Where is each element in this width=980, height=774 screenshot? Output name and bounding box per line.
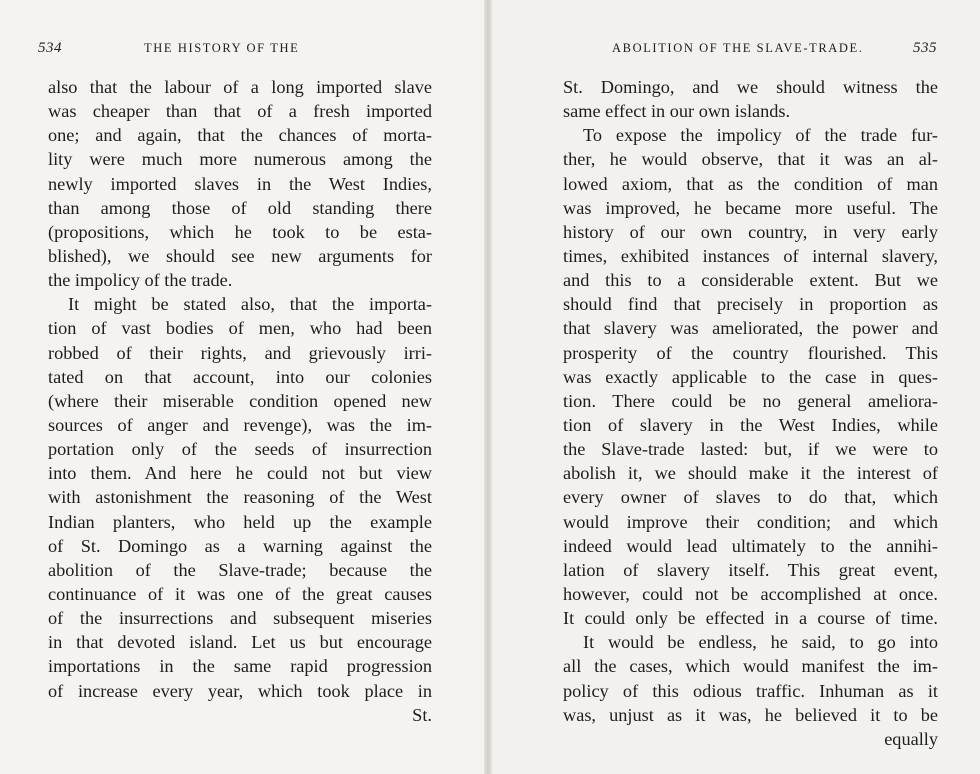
text-line: however, could not be accomplished at once.: [563, 583, 938, 604]
left-running-header: [38, 38, 438, 58]
text-line: with astonishment the reasoning of the West: [48, 487, 432, 508]
text-line: also that the labour of a long imported slave: [48, 77, 432, 97]
text-line: sources of anger and revenge), was the im-: [48, 414, 432, 435]
text-line: portation only of the seeds of insurrection: [48, 439, 432, 460]
text-line: every owner of slaves to do that, which: [563, 487, 938, 508]
text-line: prosperity of the country flourished. This: [563, 342, 938, 363]
right-running-header: [612, 38, 937, 58]
text-line: lowed axiom, that as the condition of man: [563, 173, 938, 194]
text-line: ther, he would observe, that it was an al-: [563, 149, 938, 170]
text-line: tion of vast bodies of men, who had been: [48, 318, 432, 339]
text-line: times, exhibited instances of internal slavery,: [563, 245, 938, 266]
text-line: It could only be effected in a course of time.: [563, 608, 938, 629]
text-line: was improved, he became more useful. The: [563, 197, 938, 218]
text-line: was, unjust as it was, he believed it to be: [563, 704, 938, 725]
text-line: (propositions, which he took to be esta-: [48, 221, 432, 242]
text-line: continuance of it was one of the great causes: [48, 583, 432, 604]
text-line: lation of slavery itself. This great event,: [563, 559, 938, 580]
text-line: was cheaper than that of a fresh imported: [48, 101, 432, 122]
text-line: To expose the impolicy of the trade fur-: [583, 125, 938, 146]
text-line: tated on that account, into our colonies: [48, 366, 432, 387]
text-line: than among those of old standing there: [48, 197, 432, 218]
text-line: robbed of their rights, and grievously irri-: [48, 342, 432, 363]
book-gutter: [484, 0, 492, 774]
text-line: policy of this odious traffic. Inhuman as it: [563, 680, 938, 701]
text-line: blished), we should see new arguments for: [48, 245, 432, 266]
left-page-number: 534: [38, 40, 62, 56]
text-line: abolition of the Slave-trade; because the: [48, 559, 432, 580]
text-line: Indian planters, who held up the example: [48, 511, 432, 532]
text-line: that slavery was ameliorated, the power and: [563, 318, 938, 339]
text-line: importations in the same rapid progression: [48, 656, 432, 677]
text-line: It would be endless, he said, to go into: [583, 632, 938, 653]
text-line: equally: [884, 728, 938, 749]
text-line: the impolicy of the trade.: [48, 270, 233, 291]
right-running-head: ABOLITION OF THE SLAVE-TRADE.: [612, 41, 864, 55]
text-line: tion. There could be no general ameliora-: [563, 390, 938, 411]
text-line: was exactly applicable to the case in ques-: [563, 366, 938, 387]
text-line: into them. And here he could not but view: [48, 463, 432, 484]
text-line: all the cases, which would manifest the im-: [563, 656, 938, 677]
text-line: same effect in our own islands.: [563, 101, 791, 122]
text-line: abolish it, we should make it the interest of: [563, 463, 938, 484]
text-line: newly imported slaves in the West Indies,: [48, 173, 432, 194]
right-page-number: 535: [913, 40, 937, 56]
text-line: lity were much more numerous among the: [48, 149, 432, 170]
text-line: of increase every year, which took place in: [48, 680, 432, 701]
text-line: It might be stated also, that the importa-: [68, 294, 432, 315]
text-line: St. Domingo, and we should witness the: [563, 77, 938, 97]
text-line: St.: [412, 704, 432, 725]
text-line: should find that precisely in proportion as: [563, 294, 938, 315]
text-line: and this to a considerable extent. But we: [563, 270, 938, 291]
text-line: in that devoted island. Let us but encourage: [48, 632, 432, 653]
left-running-head: THE HISTORY OF THE: [144, 41, 300, 55]
right-text-column: [563, 75, 938, 751]
text-line: tion of slavery in the West Indies, while: [563, 414, 938, 435]
text-line: one; and again, that the chances of morta-: [48, 125, 432, 146]
text-line: would improve their condition; and which: [563, 511, 938, 532]
text-line: (where their miserable condition opened new: [48, 390, 432, 411]
text-line: indeed would lead ultimately to the annihi-: [563, 535, 938, 556]
text-line: history of our own country, in very early: [563, 221, 938, 242]
text-line: of the insurrections and subsequent miseries: [48, 608, 432, 629]
left-text-column: [48, 75, 432, 727]
text-line: the Slave-trade lasted: but, if we were to: [563, 439, 938, 460]
text-line: of St. Domingo as a warning against the: [48, 535, 432, 556]
